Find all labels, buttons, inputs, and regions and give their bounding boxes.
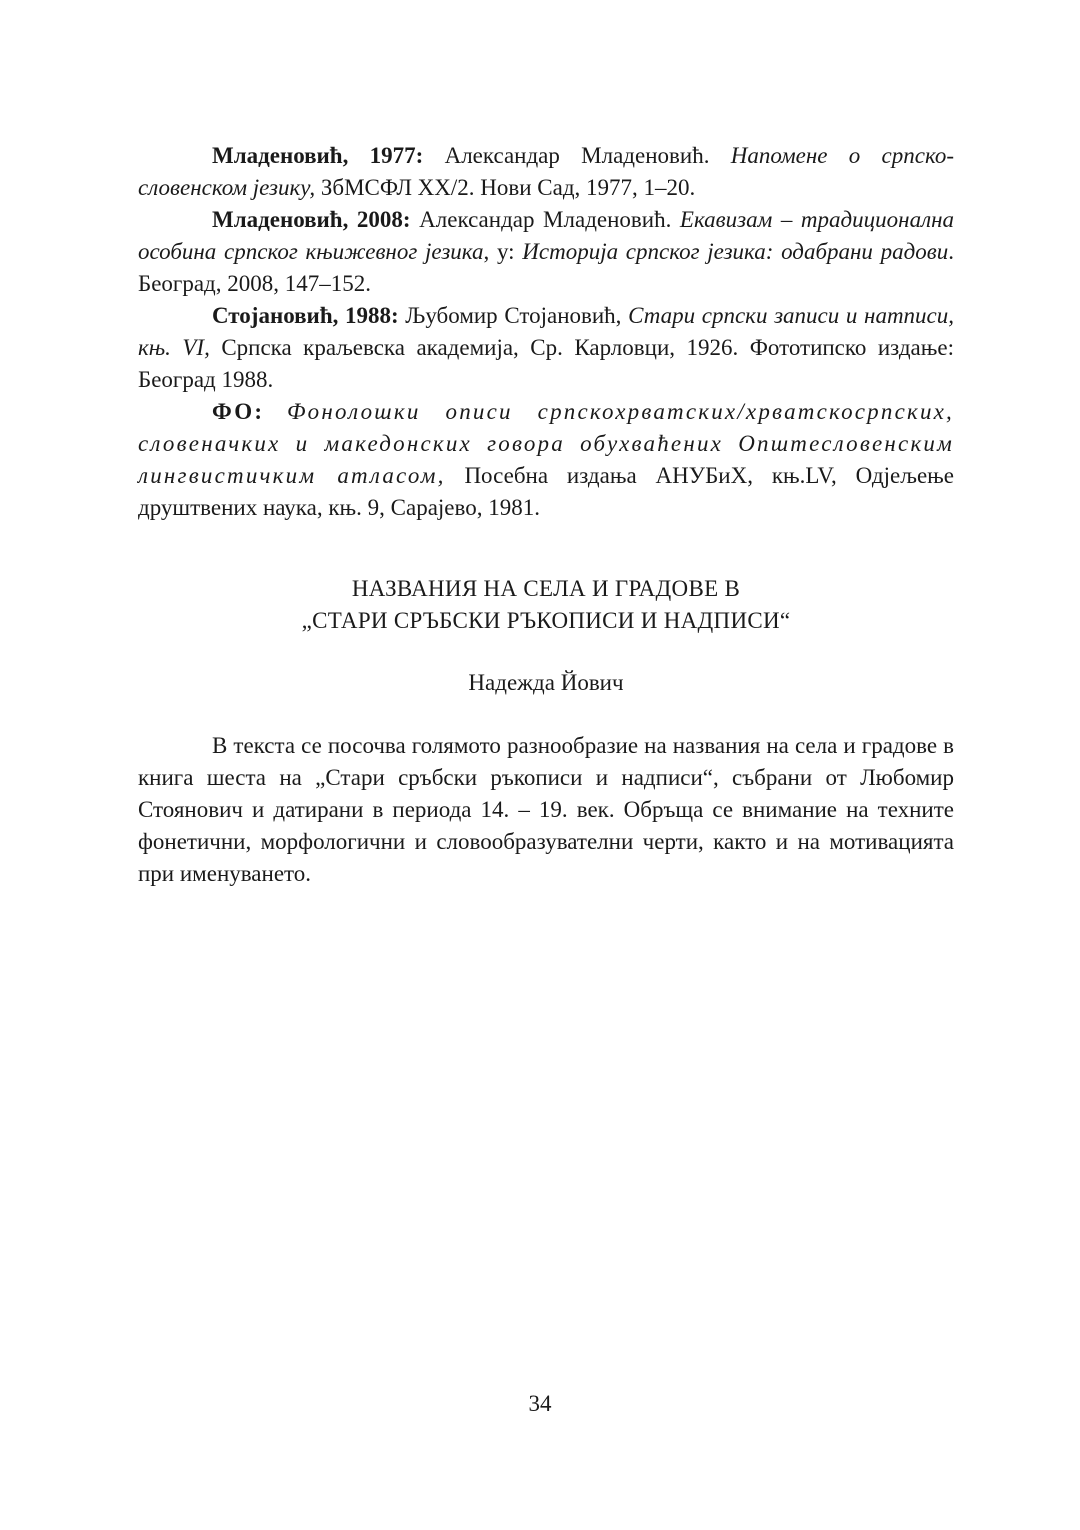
reference-entry: [138, 204, 954, 300]
reference-details: Посебна издања АНУБиХ, књ.LV, Одјељење друштвених наука, књ. 9, Сарајево, 1981.: [138, 463, 954, 520]
reference-entry: [138, 300, 954, 396]
abstract-text: В текста се посочва голямото разнообразие на названия на села и градове в книга шеста на „Стари сръбски ръкописи и надписи“, събрани от Любомир Стоянович и датирани в периода 14. – 19. век. Обръща се внимание на техните фонетични, морфологични и словообразувателни черти, както и на мотивацията при именуването.: [138, 733, 954, 886]
reference-author: Александар Младеновић.: [419, 207, 672, 232]
reference-details: . Београд, 2008, 147–152.: [138, 239, 955, 296]
reference-author: Александар Младеновић.: [444, 143, 710, 168]
reference-key: Младеновић, 2008:: [212, 207, 411, 232]
references-section: [138, 140, 954, 524]
reference-entry: [138, 140, 954, 204]
reference-connector: , у:: [483, 239, 515, 264]
reference-collection-title: Историја српског језика: одабрани радови: [522, 239, 949, 264]
reference-title: Фонолошки описи српскохрватских/хрватскосрпских, словеначких и македонских говора обухваћених Општесловенским лингвистичким атласом,: [138, 399, 955, 488]
reference-key: ФО:: [212, 399, 265, 424]
page-number: 34: [528, 1391, 552, 1416]
reference-details: Српска краљевска академија, Ср. Карловци, 1926. Фототипско издање: Београд 1988.: [138, 335, 954, 392]
article-abstract: [138, 730, 954, 890]
reference-key: Младеновић, 1977:: [212, 143, 424, 168]
reference-key: Стојановић, 1988:: [212, 303, 399, 328]
reference-author: Љубомир Стојановић,: [405, 303, 622, 328]
reference-title: Стари српски записи и натписи, књ. VI,: [138, 303, 955, 360]
article-title-line1: НАЗВАНИЯ НА СЕЛА И ГРАДОВЕ В: [351, 576, 741, 601]
reference-title: Напомене о српско-словенском језику,: [138, 143, 954, 200]
reference-title: Екавизам – традиционална особина српског књижевног језика: [138, 207, 955, 264]
reference-details: ЗбМСФЛ XX/2. Нови Сад, 1977, 1–20.: [320, 175, 696, 200]
article-title-line2: „СТАРИ СРЪБСКИ РЪКОПИСИ И НАДПИСИ“: [301, 608, 791, 633]
article-title: [138, 573, 954, 637]
reference-entry: [138, 396, 954, 524]
article-author: Надежда Йович: [468, 670, 624, 695]
